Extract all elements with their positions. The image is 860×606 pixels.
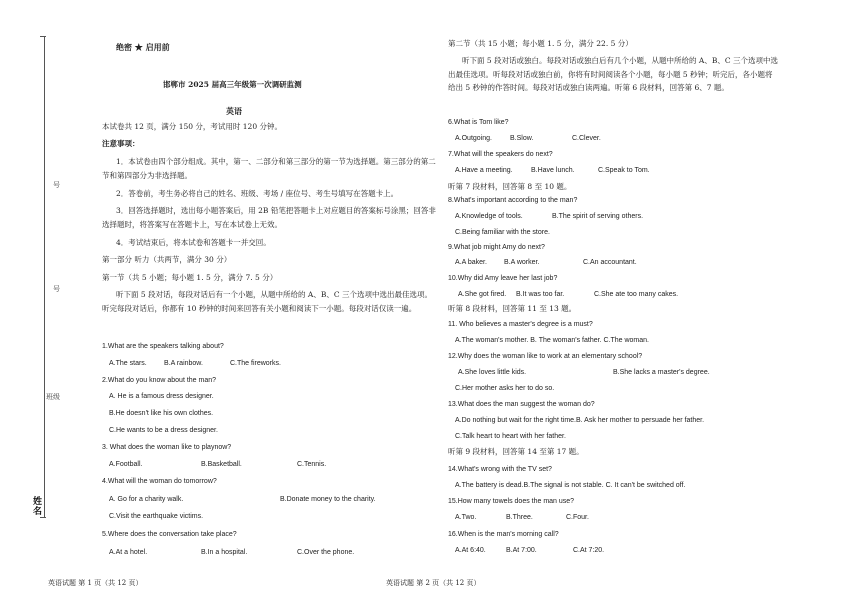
option-a: A. Go for a charity walk. (109, 496, 184, 503)
part-title: 第一部分 听力（共两节，满分 30 分） (102, 255, 232, 264)
notice-item: 2．答卷前，考生务必将自己的姓名、班级、考场 / 座位号、考生号填写在答题卡上。 (116, 189, 399, 198)
option-a: A.Football. (109, 461, 143, 468)
section-note: 听第 9 段材料，回答第 14 至第 17 题。 (448, 447, 584, 456)
notice-item: 1．本试卷由四个部分组成。其中，第一、二部分和第三部分的第一节为选择题。第三部分的第二节和第四部分为非选择题。 (102, 157, 436, 180)
option-a: A.Two. (455, 514, 477, 521)
section-description: 听下面 5 段对话或独白。每段对话或独白后有几个小题，从题中所给的 A、B、C 三个选项中选出最佳选项。听每段对话或独白前，你将有时间阅读各个小题，每小题 5 秒钟；听完后，各小题将给出 5 秒钟的作答时间。每段对话或独白读两遍。听第 6 段材料，回答第 6、7 题。 (448, 56, 778, 92)
secret-label: 绝密 ★ 启用前 (116, 42, 170, 52)
option-b: B.Have lunch. (531, 167, 575, 174)
notice-item: 3．回答选择题时，选出每小题答案后，用 2B 铅笔把答题卡上对应题目的答案标号涂黑；回答非选择题时，将答案写在答题卡上，写在本试卷上无效。 (102, 206, 436, 229)
option-c: C.Clever. (572, 135, 601, 142)
binding-tick (40, 517, 46, 518)
option-b: B.A worker. (504, 259, 540, 266)
binding-tick (40, 36, 46, 37)
option-b: B.Basketball. (201, 461, 242, 468)
notice-item: 4．考试结束后，将本试卷和答题卡一并交回。 (116, 238, 271, 247)
option-a: A.The stars. (109, 360, 147, 367)
question-text: 11. Who believes a master's degree is a must? (448, 321, 593, 328)
option-c: C.The fireworks. (230, 360, 281, 367)
option-c: C.Speak to Tom. (598, 167, 650, 174)
margin-label-class: 班级 (46, 393, 60, 401)
option-a: A.A baker. (455, 259, 487, 266)
option-a: A.At 6:40. (455, 547, 486, 554)
option-c: C.Her mother asks her to do so. (455, 385, 555, 392)
section-note: 听第 8 段材料，回答第 11 至 13 题。 (448, 304, 577, 313)
option-a: A.Have a meeting. (455, 167, 513, 174)
option-b: B.Three. (506, 514, 533, 521)
option-b: B.The spirit of serving others. (552, 213, 644, 220)
option-c: C.At 7:20. (573, 547, 605, 554)
option-a: A.She got fired. (458, 291, 507, 298)
question-text: 2.What do you know about the man? (102, 377, 217, 384)
exam-title: 邯郸市 2025 届高三年级第一次调研监测 (163, 80, 302, 89)
option-c: C.An accountant. (583, 259, 637, 266)
question-text: 6.What is Tom like? (448, 119, 509, 126)
section-title: 第一节（共 5 小题；每小题 1. 5 分，满分 7. 5 分） (102, 273, 278, 282)
option-c: C.Talk heart to heart with her father. (455, 433, 566, 440)
option-b: B.Slow. (510, 135, 534, 142)
section-description: 听下面 5 段对话，每段对话后有一个小题，从题中所给的 A、B、C 三个选项中选出最佳选项。听完每段对话后，你都有 10 秒钟的时间来回答有关小题和阅读下一小题。每段对话仅读一遍。 (102, 290, 432, 313)
option-b: B.In a hospital. (201, 549, 248, 556)
question-text: 16.When is the man's morning call? (448, 531, 559, 538)
option-a: A.At a hotel. (109, 549, 148, 556)
option-c: C.Tennis. (297, 461, 327, 468)
section-title: 第二节（共 15 小题；每小题 1. 5 分，满分 22. 5 分） (448, 39, 633, 48)
option-a: A.Outgoing. (455, 135, 492, 142)
question-text: 10.Why did Amy leave her last job? (448, 275, 558, 282)
question-text: 4.What will the woman do tomorrow? (102, 478, 217, 485)
question-text: 3. What does the woman like to playnow? (102, 444, 232, 451)
question-text: 7.What will the speakers do next? (448, 151, 553, 158)
question-text: 12.Why does the woman like to work at an elementary school? (448, 353, 643, 360)
option-b: B.It was too far. (516, 291, 565, 298)
subject-title: 英语 (226, 106, 242, 116)
question-text: 9.What job might Amy do next? (448, 244, 545, 251)
page-footer-left: 英语试题 第 1 页（共 12 页） (48, 579, 143, 587)
exam-info: 本试卷共 12 页，满分 150 分，考试用时 120 分钟。 (102, 122, 282, 131)
option-a: A.She loves little kids. (458, 369, 527, 376)
option-b: B.She lacks a master's degree. (613, 369, 710, 376)
section-note: 听第 7 段材料，回答第 8 至 10 题。 (448, 182, 572, 191)
option-c: C.She ate too many cakes. (594, 291, 679, 298)
margin-label-number: 号 (53, 181, 60, 189)
option-line: A.Do nothing but wait for the right time.B. Ask her mother to persuade her father. (455, 417, 705, 424)
option-c: C.Four. (566, 514, 589, 521)
option-b: B.At 7:00. (506, 547, 537, 554)
binding-line (44, 36, 45, 518)
option-c: C.He wants to be a dress designer. (109, 427, 218, 434)
option-b: B.Donate money to the charity. (280, 496, 376, 503)
page-footer-right: 英语试题 第 2 页（共 12 页） (386, 579, 481, 587)
margin-label-name: 姓名 (31, 496, 41, 516)
option-c: C.Being familiar with the store. (455, 229, 550, 236)
question-text: 1.What are the speakers talking about? (102, 343, 224, 350)
margin-label-number: 号 (53, 285, 60, 293)
notice-title: 注意事项： (102, 139, 140, 148)
question-text: 5.Where does the conversation take place? (102, 531, 237, 538)
question-text: 8.What's important according to the man? (448, 197, 578, 204)
option-c: C.Over the phone. (297, 549, 355, 556)
option-a: A. He is a famous dress designer. (109, 393, 214, 400)
option-a: A.Knowledge of tools. (455, 213, 523, 220)
option-b: B.He doesn't like his own clothes. (109, 410, 214, 417)
question-text: 14.What's wrong with the TV set? (448, 466, 552, 473)
option-b: B.A rainbow. (164, 360, 203, 367)
option-line: A.The woman's mother. B. The woman's father. C.The woman. (455, 337, 649, 344)
question-text: 15.How many towels does the man use? (448, 498, 575, 505)
question-text: 13.What does the man suggest the woman do? (448, 401, 595, 408)
option-c: C.Visit the earthquake victims. (109, 513, 204, 520)
option-line: A.The battery is dead.B.The signal is not stable. C. It can't be switched off. (455, 482, 686, 489)
